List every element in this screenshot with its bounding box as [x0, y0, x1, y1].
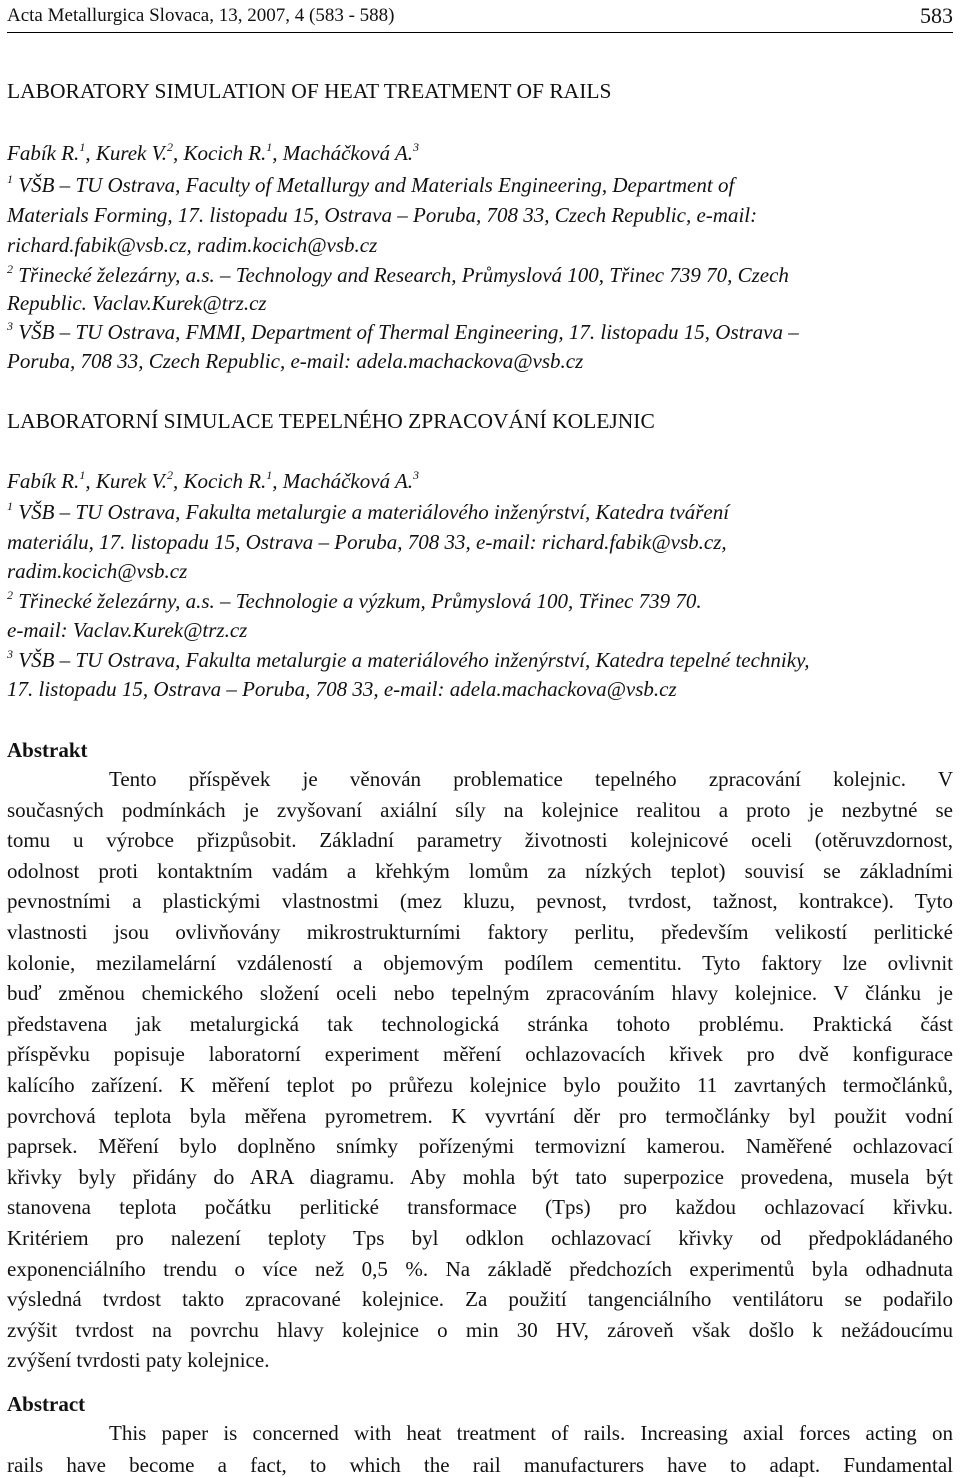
paragraph-line: rails have become a fact, to which the rail manufacturers have to adapt. Fundamental — [7, 1453, 953, 1477]
paragraph-line: exponenciálního trendu o více než 0,5 %. Na základě předchozích experimentů byla odhadnuta — [7, 1256, 953, 1281]
english-affiliation-2: $^2$ Třinecké železárny, a.s. – Technology and Research, Průmyslová 100, Třinec 739 70, Czech — [7, 262, 789, 287]
paragraph-line: současných podmínkách je zvyšovaní axiální síly na kolejnice realitou a proto je nezbytné se — [7, 797, 953, 822]
paragraph-line: představena jak metalurgická tak technologická stránka tohoto problému. Praktická část — [7, 1011, 953, 1036]
paragraph-line: This paper is concerned with heat treatment of rails. Increasing axial forces acting on — [109, 1421, 953, 1445]
english-affiliation-3-line2: Poruba, 708 33, Czech Republic, e-mail: adela.machackova@vsb.cz — [7, 349, 584, 373]
paragraph-line: pevnostními a plastickými vlastnostmi (mez kluzu, pevnost, tvrdost, tažnost, kontrakce). Tyto — [7, 889, 953, 914]
czech-affiliation-2-line2: e-mail: Vaclav.Kurek@trz.cz — [7, 618, 248, 642]
english-affiliation-1-line2: Materials Forming, 17. listopadu 15, Ostrava – Poruba, 708 33, Czech Republic, e-mail: — [7, 203, 758, 227]
english-affiliation-1: $^1$ VŠB – TU Ostrava, Faculty of Metallurgy and Materials Engineering, Department of — [7, 172, 735, 197]
paragraph-line: paprsek. Měření bylo doplněno snímky pořízenými termovizní kamerou. Naměřené ochlazovací — [7, 1134, 953, 1159]
paragraph-line: odolnost proti kontaktním vadám a křehkým lomům za nízkých teplot) souvisí se základními — [7, 858, 953, 883]
english-affiliation-3: $^3$ VŠB – TU Ostrava, FMMI, Department of Thermal Engineering, 17. listopadu 15, Ostrava – — [7, 319, 799, 344]
paragraph-line: kalícího zařízení. K měření teplot po průřezu kolejnice bylo použito 11 zavrtaných termočlánků, — [7, 1073, 953, 1097]
english-authors: Fabík R.$^1$, Kurek V.$^2$, Kocich R.$^1$, Macháčková A.$^3$ — [7, 140, 420, 165]
abstrakt-heading: Abstrakt — [7, 738, 88, 762]
paragraph-line: buď změnou chemického složení oceli nebo tepelným zpracováním hlavy kolejnice. V článku je — [7, 981, 953, 1006]
abstract-heading: Abstract — [7, 1392, 86, 1416]
paragraph-line: stanovena teplota počátku perlitické transformace (Tps) pro každou ochlazovací křivku. — [7, 1195, 953, 1220]
english-affiliation-1-line3: richard.fabik@vsb.cz, radim.kocich@vsb.cz — [7, 233, 378, 257]
paragraph-line: křivky byly přidány do ARA diagramu. Aby mohla být tato superpozice provedena, musela být — [7, 1164, 953, 1189]
english-title: LABORATORY SIMULATION OF HEAT TREATMENT OF RAILS — [7, 79, 612, 103]
paragraph-line: příspěvku popisuje laboratorní experiment měření ochlazovacích křivek pro dvě konfigurace — [7, 1042, 953, 1067]
paragraph-line: vlastnosti jsou ovlivňovány mikrostrukturními faktory perlitu, především velikostí perlitické — [7, 920, 953, 944]
page-number: 583 — [920, 3, 953, 28]
paragraph-line: Kritériem pro nalezení teploty Tps byl odklon ochlazovací křivky od předpokládaného — [7, 1226, 953, 1250]
paragraph-line: tomu u výrobce přizpůsobit. Základní parametry životnosti kolejnicové oceli (otěruvzdornost, — [7, 828, 953, 853]
czech-affiliation-3-line2: 17. listopadu 15, Ostrava – Poruba, 708 33, e-mail: adela.machackova@vsb.cz — [7, 677, 677, 701]
paragraph-line: zvýšit tvrdost na povrchu hlavy kolejnice o min 30 HV, zároveň však došlo k nežádoucímu — [7, 1317, 953, 1342]
paragraph-line: kolonie, mezilamelární vzdáleností a objemovým podílem cementitu. Tyto faktory lze ovlivnit — [7, 950, 953, 975]
czech-affiliation-1-line3: radim.kocich@vsb.cz — [7, 559, 188, 583]
czech-affiliation-1-line2: materiálu, 17. listopadu 15, Ostrava – Poruba, 708 33, e-mail: richard.fabik@vsb.cz, — [7, 530, 727, 554]
czech-affiliation-1: $^1$ VŠB – TU Ostrava, Fakulta metalurgie a materiálového inženýrství, Katedra tváření — [7, 499, 730, 524]
paragraph-line: zvýšení tvrdosti paty kolejnice. — [7, 1348, 270, 1373]
english-affiliation-2-line2: Republic. Vaclav.Kurek@trz.cz — [7, 291, 267, 315]
czech-authors: Fabík R.$^1$, Kurek V.$^2$, Kocich R.$^1$, Macháčková A.$^3$ — [7, 468, 420, 493]
paragraph-line: povrchová teplota byla měřena pyrometrem. K vyvrtání děr pro termočlánky byl použit vodní — [7, 1103, 953, 1128]
paragraph-line: výsledná tvrdost takto zpracované kolejnice. Za použití tangenciálního ventilátoru se podařilo — [7, 1287, 953, 1312]
czech-affiliation-2: $^2$ Třinecké železárny, a.s. – Technologie a výzkum, Průmyslová 100, Třinec 739 70. — [7, 588, 702, 613]
czech-affiliation-3: $^3$ VŠB – TU Ostrava, Fakulta metalurgie a materiálového inženýrství, Katedra tepelné techniky, — [7, 647, 810, 672]
journal-citation: Acta Metallurgica Slovaca, 13, 2007, 4 (583 - 588) — [7, 5, 395, 26]
czech-title: LABORATORNÍ SIMULACE TEPELNÉHO ZPRACOVÁNÍ KOLEJNIC — [7, 409, 655, 433]
paragraph-line: Tento příspěvek je věnován problematice tepelného zpracování kolejnic. V — [109, 767, 953, 791]
running-header — [7, 0, 953, 33]
